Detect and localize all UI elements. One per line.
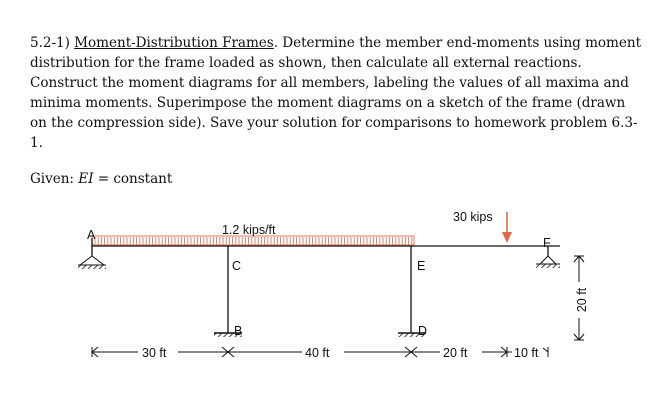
dim-ef-label: 10 ft bbox=[514, 346, 539, 360]
point-load-arrow-head bbox=[502, 232, 512, 243]
node-label-d: D bbox=[418, 324, 428, 338]
node-label-f: F bbox=[543, 236, 551, 250]
node-label-b: B bbox=[234, 324, 243, 338]
distributed-load bbox=[92, 223, 414, 245]
distributed-load-ticks bbox=[95, 237, 412, 245]
dim-bd-label: 40 ft bbox=[305, 346, 330, 360]
node-label-a: A bbox=[87, 228, 96, 242]
given-label: Given: bbox=[30, 171, 74, 187]
point-load-label: 30 kips bbox=[453, 210, 493, 224]
dimension-line-vertical bbox=[574, 256, 589, 340]
given-value: = constant bbox=[97, 171, 173, 187]
dim-ab-label: 30 ft bbox=[142, 346, 167, 360]
dim-de-label: 20 ft bbox=[443, 346, 468, 360]
node-label-e: E bbox=[417, 259, 426, 273]
given-variable: EI bbox=[78, 171, 94, 187]
point-load bbox=[453, 210, 512, 243]
node-label-c: C bbox=[232, 259, 242, 273]
problem-number: 5.2-1) bbox=[30, 35, 70, 51]
problem-text: . Determine the member end-moments using moment distribution for the frame loaded as shown, then calculate all external reactions. Construct the moment diagrams for all members, labeling the values of all maxima and minima moments. Superimpose the moment diagrams on a sketch of the frame (drawn on the compression side). Save your solution for comparisons to homework problem 6.3-1. bbox=[30, 35, 641, 151]
distributed-load-box bbox=[92, 236, 414, 245]
distributed-load-label: 1.2 kips/ft bbox=[222, 223, 276, 237]
problem-title: Moment-Distribution Frames bbox=[74, 35, 274, 51]
dim-height-label: 20 ft bbox=[575, 287, 589, 313]
dimension-line-horizontal bbox=[92, 346, 548, 360]
